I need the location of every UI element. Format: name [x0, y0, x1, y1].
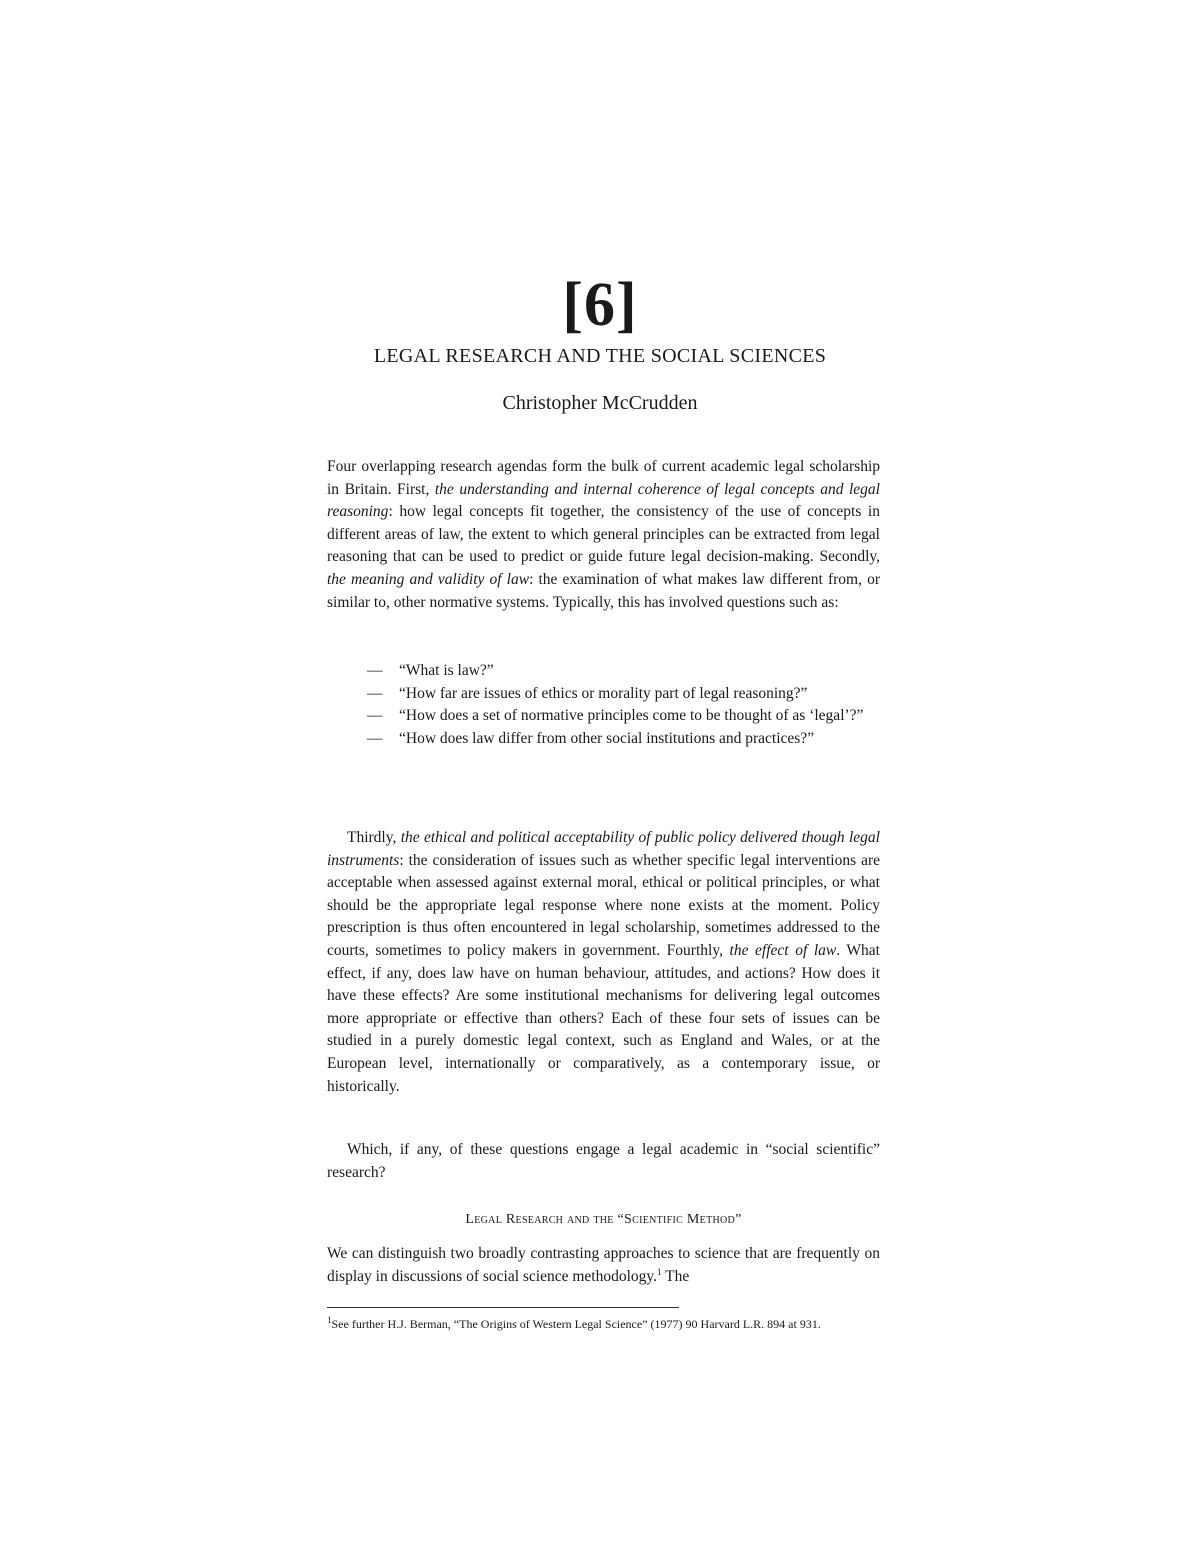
section-heading: Legal Research and the “Scientific Method”: [465, 1212, 742, 1227]
footnote-text: See further H.J. Berman, “The Origins of Western Legal Science” (1977) 90 Harvard L.R. 894 at 931.: [331, 1317, 821, 1331]
question-text: “How far are issues of ethics or morality part of legal reasoning?”: [399, 684, 808, 702]
paragraph-1-emphasis-b: the meaning and validity of law: [327, 570, 530, 588]
dash-marker: —: [367, 684, 383, 702]
question-item: [367, 660, 880, 683]
question-text: “How does law differ from other social institutions and practices?”: [399, 729, 815, 747]
dash-marker: —: [367, 729, 383, 747]
paragraph-2-emphasis-b: the effect of law: [729, 941, 837, 959]
paragraph-2-text-b: : the consideration of issues such as whether specific legal interventions are acceptable when assessed against external moral, ethical or political principles, or what should be the appropriate legal response where none exists at the moment. Policy prescription is thus often encountered in legal scholarship, sometimes addressed to the courts, sometimes to policy makers in government. Fourthly,: [327, 851, 880, 959]
paragraph-2: [327, 827, 880, 1098]
footnote-divider: [327, 1307, 679, 1308]
paragraph-3: Which, if any, of these questions engage a legal academic in “social scientific” research?: [327, 1141, 880, 1181]
question-text: “How does a set of normative principles come to be thought of as ‘legal’?”: [399, 707, 864, 725]
paragraph-2-text-c: . What effect, if any, does law have on human behaviour, attitudes, and actions? How does it have these effects? Are some institutional mechanisms for delivering legal outcomes more appropriate or effective than others? Each of these four sets of issues can be studied in a purely domestic legal context, such as England and Wales, or at the European level, internationally or comparatively, as a contemporary issue, or historically.: [327, 941, 880, 1095]
paragraph-1-emphasis-a: the understanding and internal coherence of legal concepts and legal reasoning: [327, 480, 880, 521]
question-item: [367, 683, 880, 706]
paragraph-1-text-b: : how legal concepts fit together, the consistency of the use of concepts in different areas of law, the extent to which general principles can be extracted from legal reasoning that can be used to predict or guide future legal decision-making. Secondly,: [327, 503, 880, 566]
paragraph-4: [327, 1243, 880, 1288]
paragraph-1-text-c: : the examination of what makes law different from, or similar to, other normative systems. Typically, this has involved questions such as:: [327, 570, 880, 611]
question-item: [367, 705, 880, 728]
paragraph-4-text: We can distinguish two broadly contrasting approaches to science that are frequently on display in discussions of social science methodology.: [327, 1245, 880, 1285]
dash-marker: —: [367, 662, 383, 679]
question-list: [367, 660, 880, 750]
paragraph-1-text-a: Four overlapping research agendas form the bulk of current academic legal scholarship in Britain. First,: [327, 458, 880, 498]
dash-marker: —: [367, 707, 383, 725]
chapter-number: [6]: [562, 271, 638, 339]
paragraph-2-text-a: Thirdly,: [347, 829, 401, 846]
paragraph-4-tail: The: [661, 1267, 690, 1285]
paragraph-2-emphasis-a: the ethical and political acceptability of public policy delivered though legal instruments: [327, 829, 880, 869]
chapter-title: LEGAL RESEARCH AND THE SOCIAL SCIENCES: [373, 345, 827, 367]
footnote: [327, 1316, 880, 1333]
question-text: “What is law?”: [399, 662, 494, 679]
footnote-reference: 1: [657, 1266, 662, 1277]
question-item: [367, 728, 880, 751]
paragraph-1: [327, 456, 880, 614]
footnote-marker: 1: [327, 1315, 332, 1325]
author-name: Christopher McCrudden: [502, 392, 698, 414]
